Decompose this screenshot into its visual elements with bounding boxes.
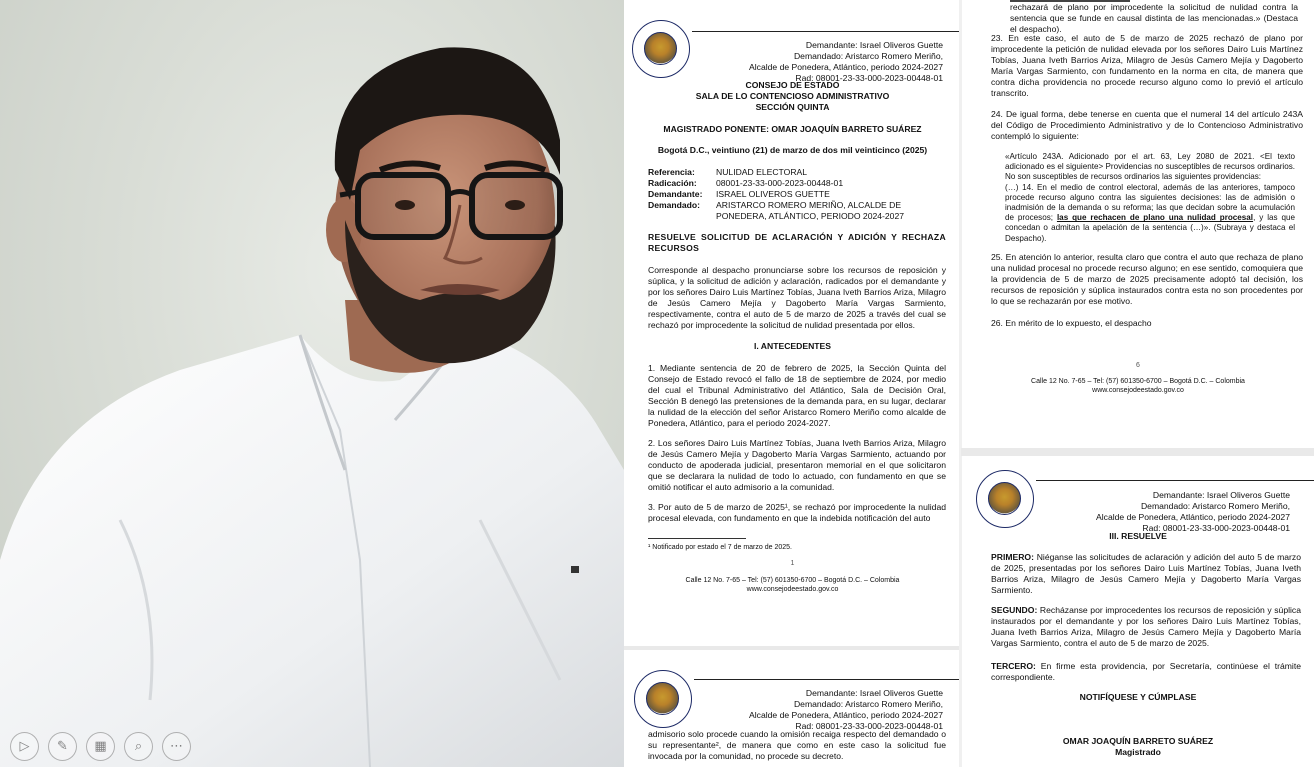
section-title: III. RESUELVE <box>1109 531 1167 541</box>
paragraph-1: 1. Mediante sentencia de 20 de febrero de 2025, la Sección Quinta del Consejo de Estado revocó el fallo de 18 de septiembre de 2024, por medio del cual el Tribunal Administrativo del Atlántico, Sala de Decisión Oral, Sección B denegó las pretensiones de la demanda para, en su lugar, declarar la nulidad de la elección del señor Aristarco Romero Meriño como alcalde de Ponedera, Atlántico, para el periodo 2024-2027. <box>648 363 946 428</box>
subject-line: RESUELVE SOLICITUD DE ACLARACIÓN Y ADICIÓN Y RECHAZA RECURSOS <box>648 232 946 253</box>
quote-ending: rechazará de plano por improcedente la solicitud de nulidad contra la sentencia que se funde en causal distinta de las mencionadas.» (Destaca el despacho). <box>1010 2 1298 34</box>
resolution-tercero <box>991 661 1301 683</box>
document-page-2 <box>624 650 961 767</box>
header-line: Demandante: Israel Oliveros Guette <box>805 40 943 50</box>
field-label: Referencia: <box>648 167 695 177</box>
magistrate-line: MAGISTRADO PONENTE: OMAR JOAQUÍN BARRETO SUÁREZ <box>663 124 922 134</box>
header-line: Demandante: Israel Oliveros Guette <box>1152 490 1290 500</box>
field-label: Demandante: <box>648 188 703 199</box>
page-footer <box>962 377 1314 395</box>
field-label: Radicación: <box>648 177 697 188</box>
header-line: Demandado: Aristarco Romero Meriño, <box>793 698 943 709</box>
signer-role: Magistrado <box>1115 747 1161 757</box>
header-line: Demandante: Israel Oliveros Guette <box>805 688 943 698</box>
date-line: Bogotá D.C., veintiuno (21) de marzo de dos mil veinticinco (2025) <box>657 145 928 155</box>
resolution-text: Recházanse por improcedentes los recursos de reposición y súplica instaurados por el demandante y por los señores Dairo Luis Martínez Tobías, Juana Iveth Barrios Ariza, Milagro de Jesús Camero Mejía y Dagoberto María Vargas Sarmiento, contra el auto de 5 de marzo de 2025. <box>991 605 1301 648</box>
continuation-paragraph: admisorio solo procede cuando la omisión recaiga respecto del demandado o su representante², de manera que como en este caso la solicitud fue invocada por la comunidad, no procede su decreto. <box>648 729 946 761</box>
page-number: 1 <box>790 560 795 567</box>
header-line: Rad: 08001-23-33-000-2023-00448-01 <box>795 720 943 731</box>
header-line: Alcalde de Ponedera, Atlántico, periodo 2024-2027 <box>1096 511 1290 522</box>
quote-emphasis: las que rechacen de plano una nulidad procesal <box>1056 213 1254 223</box>
paragraph-24: 24. De igual forma, debe tenerse en cuenta que el numeral 14 del artículo 243A del Código de Procedimiento Administrativo y de lo Contencioso Administrativo contempló lo siguiente: <box>991 109 1303 141</box>
document-page-1 <box>624 0 961 646</box>
seal-emblem <box>644 32 677 65</box>
page-divider <box>961 448 1314 456</box>
portrait-illustration <box>0 0 624 767</box>
header-rule <box>694 679 961 680</box>
case-header <box>703 688 943 732</box>
paragraph-25: 25. En atención lo anterior, resulta claro que contra el auto que rechaza de plano una nulidad procesal no procede recurso alguno; en ese sentido, comoquiera que la providencia de 5 de marzo de 2025 precisamente adoptó tal decisión, los recursos de reposición y súplica instaurados contra esta no son procedentes por lo que se rechazarán por ese motivo. <box>991 252 1303 306</box>
court-title <box>624 80 961 113</box>
footer-address: Calle 12 No. 7-65 – Tel: (57) 601350-6700 – Bogotá D.C. – Colombia <box>685 577 900 584</box>
document-page-6 <box>962 0 1314 448</box>
header-rule <box>1036 480 1314 481</box>
resolution-label: SEGUNDO: <box>991 605 1038 615</box>
image-viewer-controls <box>10 732 191 761</box>
court-chamber: SALA DE LO CONTENCIOSO ADMINISTRATIVO <box>695 90 890 101</box>
resolution-text: Niéganse las solicitudes de aclaración y adición del auto 5 de marzo de 2025, presentadas por los señores Dairo Luis Martínez Tobías, Juana Iveth Barrios Ariza, Milagro de Jesús Camero Mejía y Dagoberto María Vargas Sarmiento. <box>991 552 1301 595</box>
header-line: Demandado: Aristarco Romero Meriño, <box>793 50 943 61</box>
case-header <box>1050 490 1290 534</box>
header-line: Alcalde de Ponedera, Atlántico, periodo 2024-2027 <box>749 709 943 720</box>
case-fields <box>648 167 946 222</box>
court-section: SECCIÓN QUINTA <box>755 101 830 112</box>
quote-text: «Artículo 243A. Adicionado por el art. 63, Ley 2080 de 2021. <El texto adicionado es el siguiente> Providencias no susceptibles de recursos ordinarios. No son susceptibles de recursos ordinarios las siguientes providencias: <box>1005 152 1295 182</box>
edit-icon[interactable]: ✎ <box>48 732 77 761</box>
resolution-label: TERCERO: <box>991 661 1036 671</box>
page-number: 6 <box>1136 362 1140 369</box>
header-line: Rad: 08001-23-33-000-2023-00448-01 <box>1142 522 1290 533</box>
document-page-final <box>962 456 1314 767</box>
header-rule <box>692 31 960 32</box>
portrait-photo <box>0 0 624 767</box>
paragraph-26: 26. En mérito de lo expuesto, el despacho <box>991 318 1152 328</box>
quote-text <box>1005 183 1295 244</box>
resolution-segundo <box>991 605 1301 649</box>
section-title: I. ANTECEDENTES <box>753 341 832 351</box>
quote-part: (…) 14. En el medio de control electoral, además de las anteriores, tampoco procede recurso alguno contra las siguientes decisiones: las de admisión o inadmisión de la demanda o su reforma; las que decidan sobre la acumulación de procesos; <box>1005 182 1295 223</box>
signer-name: OMAR JOAQUÍN BARRETO SUÁREZ <box>1062 736 1214 746</box>
closing-formula: NOTIFÍQUESE Y CÚMPLASE <box>1079 692 1197 702</box>
field-value: ARISTARCO ROMERO MERIÑO, ALCALDE DE PONEDERA, ATLÁNTICO, PERIODO 2024-2027 <box>716 199 905 221</box>
play-icon[interactable]: ▷ <box>10 732 39 761</box>
seal-emblem <box>988 482 1021 515</box>
court-name: CONSEJO DE ESTADO <box>745 80 840 90</box>
field-value: NULIDAD ELECTORAL <box>716 167 808 177</box>
footer-address: Calle 12 No. 7-65 – Tel: (57) 601350-6700 – Bogotá D.C. – Colombia <box>1031 378 1245 385</box>
paragraph-2: 2. Los señores Dairo Luis Martínez Tobías, Juana Iveth Barrios Ariza, Milagro de Jesús Camero Mejía y Dagoberto María Vargas Sarmiento, actuando por conducto de apoderada judicial, presentaron memorial en el que solicitaron que se declarara la nulidad de todo lo actuado, con fundamento en que se omitió notificar el auto admisorio a la comunidad. <box>648 438 946 492</box>
footer-website: www.consejodeestado.gov.co <box>746 586 839 593</box>
resolution-text: En firme esta providencia, por Secretaría, continúese el trámite correspondiente. <box>991 661 1301 682</box>
footnote: ¹ Notificado por estado el 7 de marzo de 2025. <box>648 544 792 551</box>
legal-quote <box>1005 152 1295 244</box>
resolution-label: PRIMERO: <box>991 552 1034 562</box>
field-label: Demandado: <box>648 199 701 210</box>
field-value: ISRAEL OLIVEROS GUETTE <box>716 188 830 199</box>
seal-emblem <box>646 682 679 715</box>
header-line: Alcalde de Ponedera, Atlántico, periodo 2024-2027 <box>749 61 943 72</box>
court-seal <box>976 470 1034 528</box>
field-value: 08001-23-33-000-2023-00448-01 <box>716 177 844 188</box>
zoom-icon[interactable]: ⌕ <box>124 732 153 761</box>
intro-paragraph: Corresponde al despacho pronunciarse sobre los recursos de reposición y súplica, y la solicitud de adición y aclaración, radicados por el demandante y por los señores Dairo Luis Martínez Tobías, Juana Iveth Barrios Ariza, Milagro de Jesús Camero Mejía y Dagoberto María Vargas Sarmiento, respectivamente, contra el auto de 5 de marzo de 2025 a través del cual se rechazó por improcedente la solicitud de nulidad presentada por ellos. <box>648 265 946 330</box>
page-footer <box>624 576 961 594</box>
footer-website: www.consejodeestado.gov.co <box>1092 387 1184 394</box>
paragraph-3: 3. Por auto de 5 de marzo de 2025¹, se rechazó por improcedente la nulidad procesal elevada, con fundamento en que la indebida notificación del auto <box>648 502 946 523</box>
resolution-primero <box>991 552 1301 596</box>
case-header <box>703 40 943 84</box>
quote-part: , y las que concedan o admitan la apelación de la sentencia (…)». (Subraya y destaca el Despacho). <box>1005 213 1295 243</box>
paragraph-23: 23. En este caso, el auto de 5 de marzo de 2025 rechazó de plano por improcedente la petición de nulidad elevada por los señores Dairo Luis Martínez Tobías, Juana Iveth Barrios Ariza, Milagro de Jesús Camero Mejía y Dagoberto María Vargas Sarmiento, con fundamento en la norma en cita, de manera que contra dicha providencia no procede recurso alguno como lo previó el artículo transcrito. <box>991 33 1303 98</box>
more-icon[interactable]: ⋯ <box>162 732 191 761</box>
gallery-icon[interactable]: ▦ <box>86 732 115 761</box>
court-seal <box>634 670 692 728</box>
header-line: Rad: 08001-23-33-000-2023-00448-01 <box>795 72 943 83</box>
header-line: Demandado: Aristarco Romero Meriño, <box>1140 500 1290 511</box>
footnote-rule <box>648 538 746 539</box>
court-seal <box>632 20 690 78</box>
